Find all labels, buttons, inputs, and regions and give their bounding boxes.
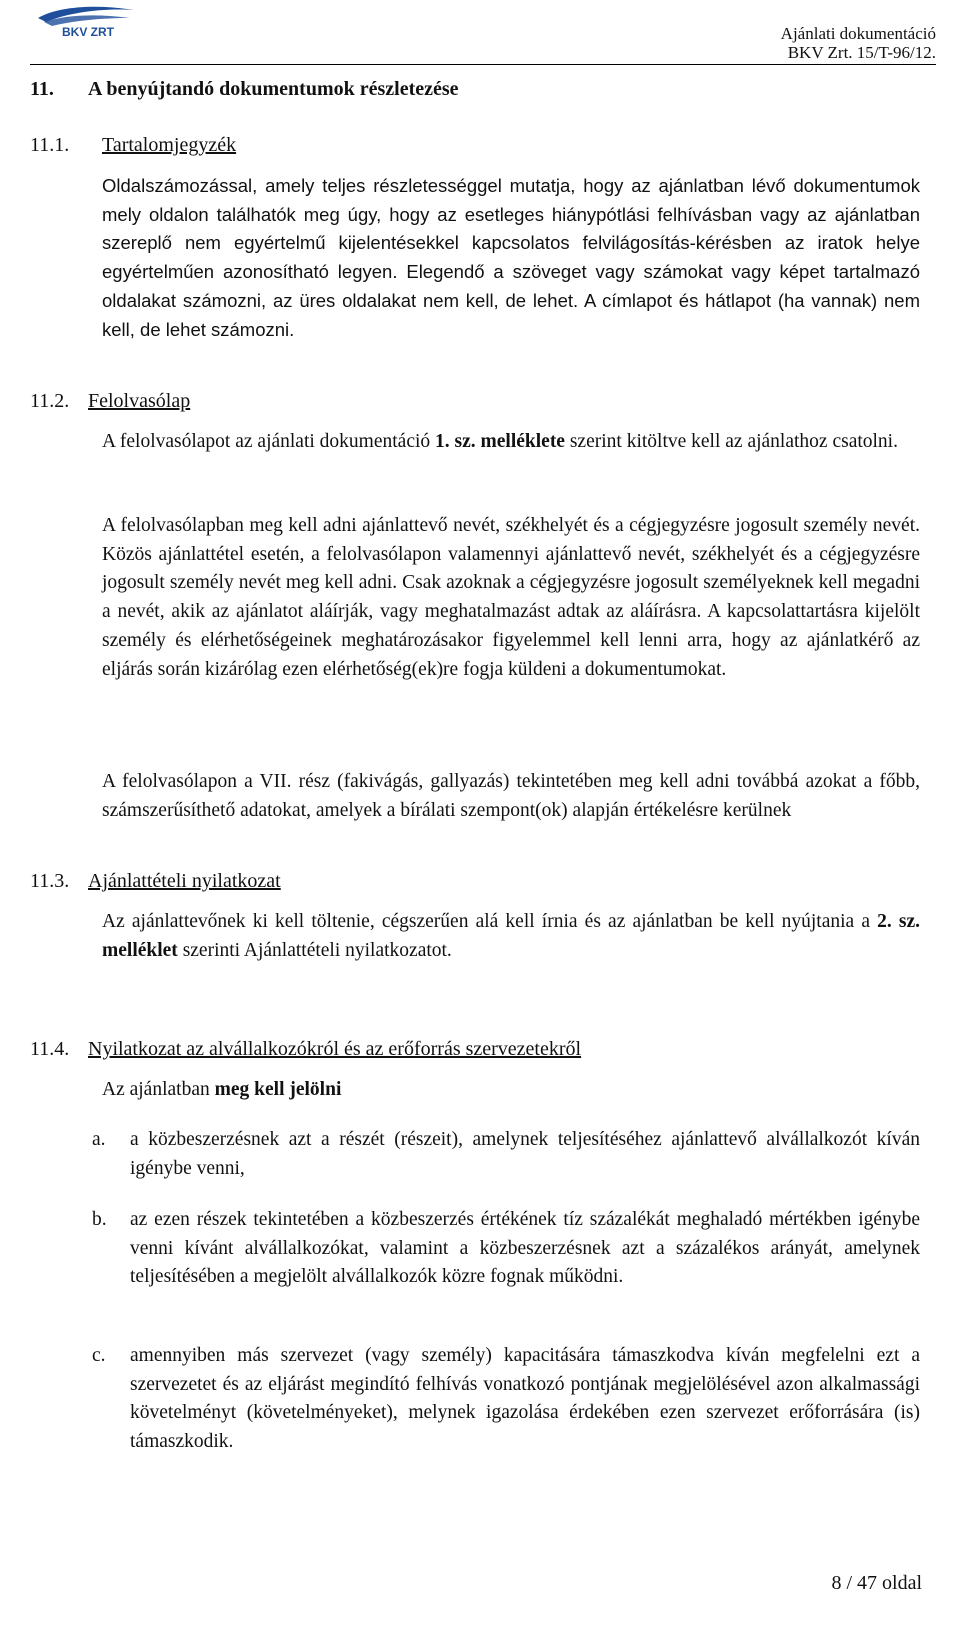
paragraph-text: Az ajánlattevőnek ki kell töltenie, cégszerűen alá kell írnia és az ajánlatban be kell nyújtania a <box>102 911 878 932</box>
paragraph-text: szerinti Ajánlattételi nyilatkozatot. <box>177 939 452 961</box>
header-divider <box>30 64 936 65</box>
doc-type: Ajánlati dokumentáció <box>780 24 936 43</box>
subsection-heading-11-1 <box>30 134 236 157</box>
svg-text:BKV ZRT: BKV ZRT <box>62 25 114 39</box>
subsection-number: 11.2. <box>30 390 70 412</box>
paragraph-text: szerint kitöltve kell az ajánlathoz csatolni. <box>564 431 898 452</box>
paragraph-text: Oldalszámozással, amely teljes részletességgel mutatja, hogy az ajánlatban lévő dokumentumok mely oldalon találhatók meg úgy, hogy az esetleges hiánypótlási felhívásban vagy az ajánlatban szereplő nem egyértelmű kijelentésekkel kapcsolatos felvilágosítás-kérésben az iratok helye egyértelműen azonosítható legyen. <box>102 175 920 283</box>
paragraph-bold: 2. sz. melléklet <box>102 911 920 961</box>
subsection-heading-11-4 <box>30 1038 581 1061</box>
paragraph-text: A felolvasólapon a VII. rész (fakivágás, gallyazás) tekintetében meg kell adni továbbá azokat a főbb, számszerűsíthető adatokat, amelyek a bírálati szempont(ok) alapján értékelésre kerülnek <box>102 771 920 821</box>
paragraph-readout-part-vii <box>102 768 920 825</box>
subsection-title: Felolvasólap <box>88 390 191 412</box>
bkv-logo <box>34 4 138 40</box>
list-item-text: az ezen részek tekintetében a közbeszerzés értékének tíz százalékát meghaladó mértékben igénybe venni kívánt alvállalkozókat, valamint a közbeszerzésnek azt a százalékos arányát, amelynek teljesítésében a megjelölt alvállalkozók közre fognak működni. <box>130 1209 920 1288</box>
paragraph-toc <box>102 172 920 344</box>
paragraph-readout-sheet <box>102 428 920 457</box>
list-marker: c. <box>92 1345 106 1366</box>
list-item-text: amennyiben más szervezet (vagy személy) kapacitására támaszkodva kíván megfelelni ezt a szervezetet és az eljárást megindító felhívás vonatkozó pontjának megjelölésével azon alkalmassági követelményt (követelményeket), melynek igazolása érdekében ezen szervezet erőforrására (is) támaszkodik. <box>130 1345 920 1453</box>
subsection-number: 11.1. <box>30 134 70 156</box>
subsection-number: 11.3. <box>30 870 70 892</box>
subsection-title: Ajánlattételi nyilatkozat <box>88 870 281 892</box>
paragraph-bid-declaration <box>102 908 920 965</box>
subsection-title: Nyilatkozat az alvállalkozókról és az erőforrás szervezetekről <box>88 1038 582 1060</box>
paragraph-text: A felolvasólapot az ajánlati dokumentáció <box>102 431 436 452</box>
paragraph-text: Elegendő a szöveget vagy számokat vagy képet tartalmazó oldalakat számozni, az üres oldalakat nem kell, de lehet. A címlapot és hátlapot (ha vannak) nem kell, de lehet számozni. <box>102 261 920 340</box>
subsection-number: 11.4. <box>30 1038 70 1060</box>
paragraph-bold: 1. sz. melléklete <box>435 431 565 452</box>
list-marker: b. <box>92 1209 107 1230</box>
paragraph-text: A felolvasólapban meg kell adni ajánlattevő nevét, székhelyét és a cégjegyzésre jogosult személy nevét. Közös ajánlattétel esetén, a felolvasólapon valamennyi ajánlattevő nevét, székhelyét és a cégjegyzésre jogosult személy nevét meg kell adni. Csak azoknak a cégjegyzésre jogosult személyeknek kell megadni a nevét, akik az ajánlatot aláírják, vagy meghatalmazást adtak az aláírásra. A kapcsolattartásra kijelölt személy és elérhetőségeinek meghatározásakor figyelemmel kell lenni arra, hogy az ajánlatkérő az eljárás során kizárólag ezen elérhetőség(ek)re fogja küldeni a dokumentumokat. <box>102 515 920 680</box>
list-item-text: a közbeszerzésnek azt a részét (részeit), amelynek teljesítéséhez ajánlattevő alvállalkozót kíván igénybe venni, <box>130 1129 920 1179</box>
document-header <box>781 24 936 62</box>
paragraph-text: Az ajánlatban <box>102 1079 215 1100</box>
subsection-heading-11-2 <box>30 390 190 413</box>
paragraph-subcontractors-intro <box>102 1076 920 1105</box>
list-item <box>92 1126 920 1183</box>
paragraph-bold: meg kell jelölni <box>214 1079 342 1100</box>
list-marker: a. <box>92 1129 106 1150</box>
page-number: 8 / 47 oldal <box>831 1572 922 1594</box>
section-heading <box>30 78 459 101</box>
list-item <box>92 1342 920 1457</box>
paragraph-readout-details <box>102 512 920 684</box>
subsection-title: Tartalomjegyzék <box>102 134 237 156</box>
doc-reference: BKV Zrt. 15/T-96/12. <box>787 43 936 62</box>
subsection-heading-11-3 <box>30 870 281 893</box>
list-item <box>92 1206 920 1292</box>
section-number: 11. <box>30 78 54 100</box>
section-title: A benyújtandó dokumentumok részletezése <box>88 78 459 100</box>
